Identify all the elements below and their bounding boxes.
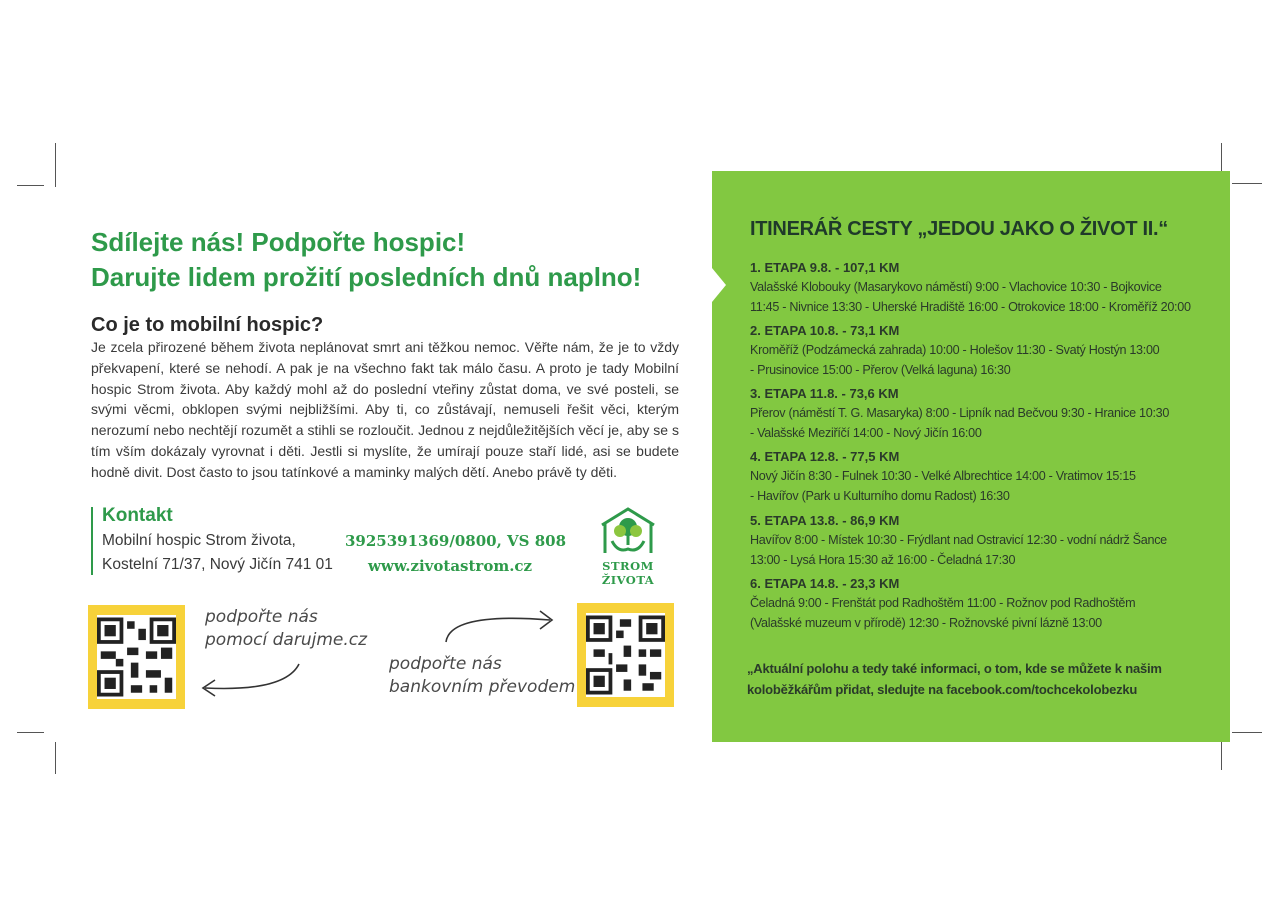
support-darujme-line1: podpořte nás <box>205 607 318 627</box>
headline <box>91 225 641 295</box>
crop-mark <box>1221 143 1222 173</box>
itinerary-stage <box>750 575 1195 633</box>
stage-title: 3. ETAPA 11.8. - 73,6 KM <box>750 386 899 401</box>
support-bank-note <box>389 653 575 699</box>
support-bank-line1: podpořte nás <box>389 654 502 674</box>
stage-route-line2: - Valašské Meziříčí 14:00 - Nový Jičín 16:00 <box>750 426 982 440</box>
arrow-left-icon <box>195 660 305 700</box>
stage-title: 5. ETAPA 13.8. - 86,9 KM <box>750 513 900 528</box>
stage-route-line2: - Havířov (Park u Kulturního domu Radost) 16:30 <box>750 489 1010 503</box>
support-darujme-note <box>205 606 367 652</box>
stage-title: 2. ETAPA 10.8. - 73,1 KM <box>750 323 900 338</box>
stage-route-line1: Valašské Klobouky (Masarykovo náměstí) 9:00 - Vlachovice 10:30 - Bojkovice <box>750 280 1162 294</box>
section-paragraph: Je zcela přirozené během života neplánovat smrt ani těžkou nemoc. Věřte nám, že je to vždy překvapení, které se nehodí. A pak je na všechno fakt tak málo času. A proto je tady Mobilní hospic Strom života. Aby každý mohl až do poslední vteřiny zůstat doma, ve své posteli, se svými věcmi, obklopen svými nejbližšími. Aby ti, co zůstávají, nemuseli řešit věci, kterým nerozumí nebo nechtějí rozumět a stihli se rozloučit. Jednou z nejdůležitějších věcí je, aby se s tím vším dokázaly vyrovnat i děti. Jestli si myslíte, že umírají pouze staří lidé, asi se budete hodně divit. Dost často to jsou tatínkové a maminky malých dětí. Anebo právě ty děti. <box>91 339 679 480</box>
crop-mark <box>1221 742 1222 770</box>
stage-route-line2: (Valašské muzeum v přírodě) 12:30 - Rožnovské pivní lázně 13:00 <box>750 616 1102 630</box>
arrow-right-icon <box>440 600 560 645</box>
website-link[interactable]: www.zivotastrom.cz <box>368 557 533 575</box>
stage-route-line1: Přerov (náměstí T. G. Masaryka) 8:00 - Lipník nad Bečvou 9:30 - Hranice 10:30 <box>750 406 1170 420</box>
itinerary-stage <box>750 322 1195 380</box>
stage-route-line2: 13:00 - Lysá Hora 15:30 až 16:00 - Čeladná 17:30 <box>750 553 1016 567</box>
logo-text: STROM ŽIVOTA <box>601 559 655 587</box>
itinerary-stage <box>750 512 1195 570</box>
itinerary-title: ITINERÁŘ CESTY „JEDOU JAKO O ŽIVOT II.“ <box>750 218 1168 240</box>
itinerary-stage <box>750 259 1195 317</box>
support-darujme-line2: pomocí darujme.cz <box>205 630 368 650</box>
qr-code-bank[interactable] <box>577 603 674 707</box>
crop-mark <box>17 185 44 186</box>
stage-title: 1. ETAPA 9.8. - 107,1 KM <box>750 260 900 275</box>
qr-code-darujme[interactable] <box>88 605 185 709</box>
itinerary-note <box>747 658 1197 700</box>
crop-mark <box>17 732 44 733</box>
note-line1: „Aktuální polohu a tedy také informaci, o tom, kde se můžete k našim <box>747 661 1162 676</box>
contact-title: Kontakt <box>102 505 173 526</box>
support-bank-line2: bankovním převodem <box>389 677 576 697</box>
contact-divider <box>91 507 93 575</box>
stage-route-line1: Kroměříž (Podzámecká zahrada) 10:00 - Holešov 11:30 - Svatý Hostýn 13:00 <box>750 343 1160 357</box>
contact-address-line2: Kostelní 71/37, Nový Jičín 741 01 <box>102 556 333 573</box>
crop-mark <box>1232 183 1262 184</box>
bank-account: 3925391369/0800, VS 808 <box>345 532 567 550</box>
section-heading: Co je to mobilní hospic? <box>91 314 324 336</box>
itinerary-stage <box>750 385 1195 443</box>
panel-notch <box>712 268 726 302</box>
crop-mark <box>55 143 56 187</box>
note-line2: koloběžkářům přidat, sledujte na facebook.com/tochcekolobezku <box>747 682 1138 697</box>
stage-route-line2: - Prusinovice 15:00 - Přerov (Velká laguna) 16:30 <box>750 363 1011 377</box>
qr-pattern-icon <box>97 615 176 699</box>
stage-route-line1: Havířov 8:00 - Místek 10:30 - Frýdlant nad Ostravicí 12:30 - vodní nádrž Šance <box>750 533 1167 547</box>
headline-line2: Darujte lidem prožití posledních dnů naplno! <box>91 262 642 292</box>
stage-route-line2: 11:45 - Nivnice 13:30 - Uherské Hradiště 16:00 - Otrokovice 18:00 - Kroměříž 20:00 <box>750 300 1191 314</box>
contact-address-line1: Mobilní hospic Strom života, <box>102 532 296 549</box>
stage-title: 6. ETAPA 14.8. - 23,3 KM <box>750 576 900 591</box>
crop-mark <box>55 742 56 774</box>
stage-title: 4. ETAPA 12.8. - 77,5 KM <box>750 449 900 464</box>
crop-mark <box>1232 732 1262 733</box>
itinerary-stage <box>750 448 1195 506</box>
qr-pattern-icon <box>586 613 665 697</box>
stage-route-line1: Nový Jičín 8:30 - Fulnek 10:30 - Velké Albrechtice 14:00 - Vratimov 15:15 <box>750 469 1136 483</box>
stage-route-line1: Čeladná 9:00 - Frenštát pod Radhoštěm 11:00 - Rožnov pod Radhoštěm <box>750 596 1136 610</box>
headline-line1: Sdílejte nás! Podpořte hospic! <box>91 227 466 257</box>
